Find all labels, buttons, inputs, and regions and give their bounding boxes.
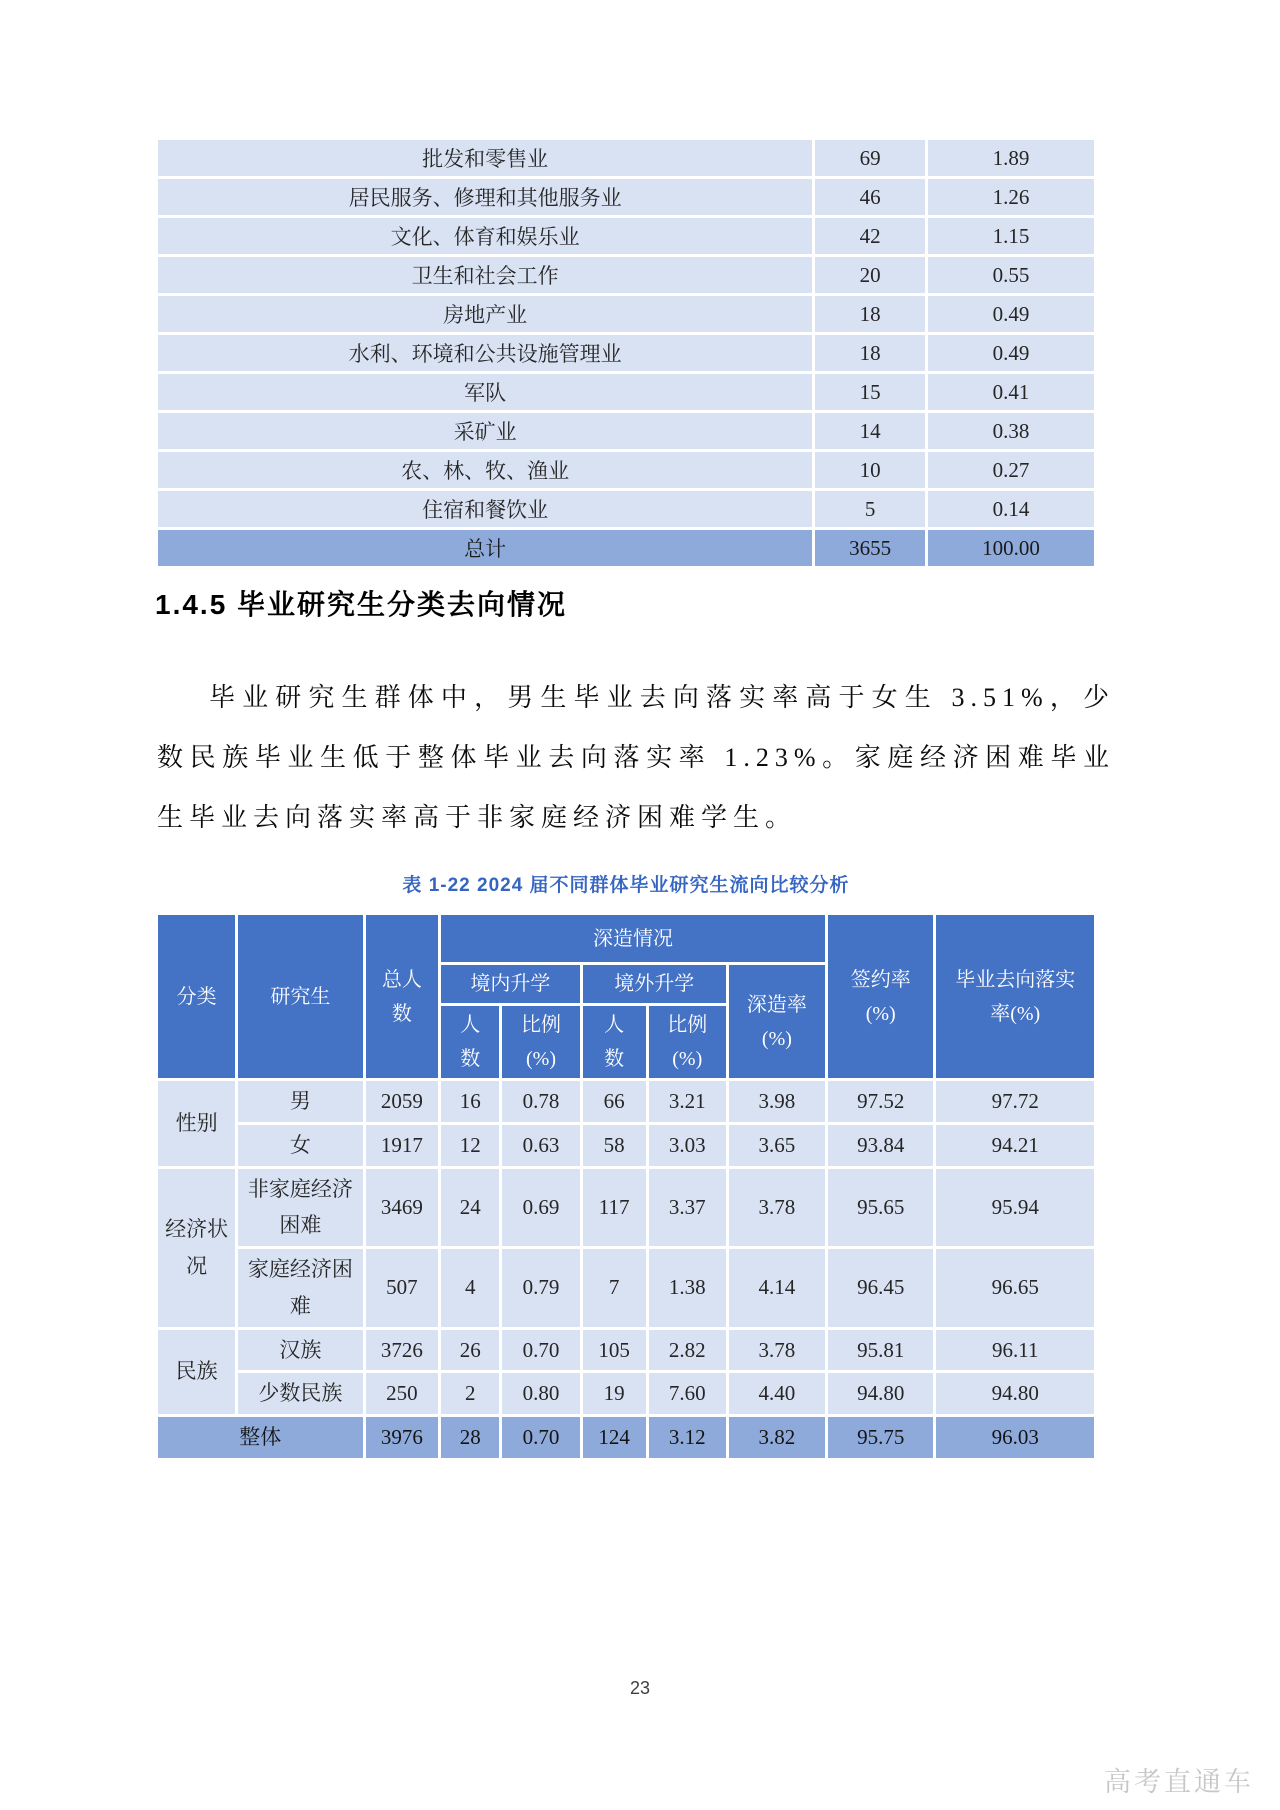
total-percent: 100.00 — [926, 529, 1095, 568]
industry-distribution-table — [155, 137, 1097, 569]
industry-label: 水利、环境和公共设施管理业 — [157, 334, 814, 373]
graduate-comparison-table — [155, 912, 1097, 1461]
value-cell: 3.98 — [727, 1080, 826, 1124]
table-row — [157, 334, 1096, 373]
industry-percent: 0.49 — [926, 295, 1095, 334]
comparison-table-body — [157, 1080, 1096, 1460]
value-cell: 97.72 — [935, 1080, 1096, 1124]
header-further-group: 深造情况 — [440, 914, 827, 964]
value-cell: 94.80 — [826, 1372, 935, 1416]
table-row — [157, 1328, 1096, 1372]
header-further-rate: 深造率(%) — [727, 964, 826, 1080]
industry-count: 18 — [814, 334, 927, 373]
value-cell: 0.78 — [501, 1080, 581, 1124]
value-cell: 94.80 — [935, 1372, 1096, 1416]
table-row — [157, 1080, 1096, 1124]
header-domestic-count: 人数 — [440, 1005, 501, 1080]
header-sign-rate: 签约率(%) — [826, 914, 935, 1080]
industry-label: 住宿和餐饮业 — [157, 490, 814, 529]
section-heading: 1.4.5 毕业研究生分类去向情况 — [155, 589, 568, 620]
value-cell: 95.94 — [935, 1167, 1096, 1248]
value-cell: 66 — [581, 1080, 647, 1124]
value-cell: 95.65 — [826, 1167, 935, 1248]
industry-count: 46 — [814, 178, 927, 217]
value-cell: 3.12 — [647, 1416, 727, 1460]
value-cell: 250 — [364, 1372, 439, 1416]
industry-count: 69 — [814, 139, 927, 178]
value-cell: 2059 — [364, 1080, 439, 1124]
body-paragraph: 毕业研究生群体中，男生毕业去向落实率高于女生 3.51%，少数民族毕业生低于整体毕业去向落实率 1.23%。家庭经济困难毕业生毕业去向落实率高于非家庭经济困难学生。 — [157, 683, 1115, 832]
value-cell: 95.75 — [826, 1416, 935, 1460]
industry-percent: 0.38 — [926, 412, 1095, 451]
value-cell: 7 — [581, 1248, 647, 1329]
category-cell: 性别 — [157, 1080, 237, 1168]
subgroup-cell: 家庭经济困难 — [237, 1248, 364, 1329]
value-cell: 4 — [440, 1248, 501, 1329]
industry-label: 采矿业 — [157, 412, 814, 451]
value-cell: 4.14 — [727, 1248, 826, 1329]
value-cell: 7.60 — [647, 1372, 727, 1416]
value-cell: 3.82 — [727, 1416, 826, 1460]
table-row — [157, 1123, 1096, 1167]
industry-label: 批发和零售业 — [157, 139, 814, 178]
value-cell: 94.21 — [935, 1123, 1096, 1167]
value-cell: 0.79 — [501, 1248, 581, 1329]
industry-count: 20 — [814, 256, 927, 295]
industry-label: 农、林、牧、渔业 — [157, 451, 814, 490]
value-cell: 0.70 — [501, 1416, 581, 1460]
value-cell: 24 — [440, 1167, 501, 1248]
value-cell: 3.21 — [647, 1080, 727, 1124]
industry-label: 卫生和社会工作 — [157, 256, 814, 295]
header-abroad-count: 人数 — [581, 1005, 647, 1080]
header-row-1 — [157, 914, 1096, 964]
table-row — [157, 529, 1096, 568]
value-cell: 3.03 — [647, 1123, 727, 1167]
industry-percent: 0.55 — [926, 256, 1095, 295]
industry-count: 15 — [814, 373, 927, 412]
value-cell: 95.81 — [826, 1328, 935, 1372]
value-cell: 97.52 — [826, 1080, 935, 1124]
value-cell: 0.69 — [501, 1167, 581, 1248]
table-row — [157, 373, 1096, 412]
header-group: 研究生 — [237, 914, 364, 1080]
industry-percent: 1.15 — [926, 217, 1095, 256]
industry-percent: 1.26 — [926, 178, 1095, 217]
value-cell: 507 — [364, 1248, 439, 1329]
table-row — [157, 1416, 1096, 1460]
value-cell: 4.40 — [727, 1372, 826, 1416]
industry-count: 42 — [814, 217, 927, 256]
industry-percent: 0.14 — [926, 490, 1095, 529]
value-cell: 0.70 — [501, 1328, 581, 1372]
industry-label: 军队 — [157, 373, 814, 412]
value-cell: 0.63 — [501, 1123, 581, 1167]
industry-percent: 1.89 — [926, 139, 1095, 178]
industry-label: 居民服务、修理和其他服务业 — [157, 178, 814, 217]
subgroup-cell: 男 — [237, 1080, 364, 1124]
table-row — [157, 295, 1096, 334]
header-abroad-ratio: 比例(%) — [647, 1005, 727, 1080]
total-count: 3655 — [814, 529, 927, 568]
industry-count: 10 — [814, 451, 927, 490]
header-placement-rate: 毕业去向落实率(%) — [935, 914, 1096, 1080]
industry-count: 5 — [814, 490, 927, 529]
table-caption: 表 1-22 2024 届不同群体毕业研究生流向比较分析 — [402, 875, 850, 896]
table-row — [157, 178, 1096, 217]
value-cell: 96.03 — [935, 1416, 1096, 1460]
industry-count: 14 — [814, 412, 927, 451]
industry-count: 18 — [814, 295, 927, 334]
overall-label: 整体 — [157, 1416, 365, 1460]
table-row — [157, 451, 1096, 490]
comparison-table-header — [157, 914, 1096, 1080]
table-row — [157, 1167, 1096, 1248]
value-cell: 28 — [440, 1416, 501, 1460]
value-cell: 58 — [581, 1123, 647, 1167]
subgroup-cell: 少数民族 — [237, 1372, 364, 1416]
value-cell: 96.45 — [826, 1248, 935, 1329]
value-cell: 12 — [440, 1123, 501, 1167]
table-row — [157, 412, 1096, 451]
value-cell: 3469 — [364, 1167, 439, 1248]
value-cell: 19 — [581, 1372, 647, 1416]
header-domestic-ratio: 比例(%) — [501, 1005, 581, 1080]
page-number: 23 — [629, 1678, 651, 1698]
industry-label: 文化、体育和娱乐业 — [157, 217, 814, 256]
industry-label: 房地产业 — [157, 295, 814, 334]
industry-table-body — [157, 139, 1096, 568]
subgroup-cell: 汉族 — [237, 1328, 364, 1372]
value-cell: 2 — [440, 1372, 501, 1416]
category-cell: 经济状况 — [157, 1167, 237, 1328]
header-domestic: 境内升学 — [440, 964, 582, 1005]
value-cell: 3976 — [364, 1416, 439, 1460]
table-row — [157, 217, 1096, 256]
value-cell: 2.82 — [647, 1328, 727, 1372]
industry-percent: 0.49 — [926, 334, 1095, 373]
industry-percent: 0.27 — [926, 451, 1095, 490]
value-cell: 105 — [581, 1328, 647, 1372]
watermark-text: 高考直通车 — [1104, 1767, 1254, 1797]
value-cell: 96.11 — [935, 1328, 1096, 1372]
value-cell: 3726 — [364, 1328, 439, 1372]
header-category: 分类 — [157, 914, 237, 1080]
table-row — [157, 256, 1096, 295]
value-cell: 26 — [440, 1328, 501, 1372]
table-row — [157, 1372, 1096, 1416]
value-cell: 3.78 — [727, 1167, 826, 1248]
header-abroad: 境外升学 — [581, 964, 727, 1005]
value-cell: 0.80 — [501, 1372, 581, 1416]
value-cell: 16 — [440, 1080, 501, 1124]
table-row — [157, 139, 1096, 178]
value-cell: 3.78 — [727, 1328, 826, 1372]
table-row — [157, 1248, 1096, 1329]
value-cell: 3.37 — [647, 1167, 727, 1248]
value-cell: 96.65 — [935, 1248, 1096, 1329]
value-cell: 1917 — [364, 1123, 439, 1167]
category-cell: 民族 — [157, 1328, 237, 1416]
table-row — [157, 490, 1096, 529]
value-cell: 1.38 — [647, 1248, 727, 1329]
value-cell: 93.84 — [826, 1123, 935, 1167]
industry-percent: 0.41 — [926, 373, 1095, 412]
value-cell: 117 — [581, 1167, 647, 1248]
subgroup-cell: 女 — [237, 1123, 364, 1167]
value-cell: 3.65 — [727, 1123, 826, 1167]
header-total: 总人数 — [364, 914, 439, 1080]
value-cell: 124 — [581, 1416, 647, 1460]
total-label: 总计 — [157, 529, 814, 568]
subgroup-cell: 非家庭经济困难 — [237, 1167, 364, 1248]
